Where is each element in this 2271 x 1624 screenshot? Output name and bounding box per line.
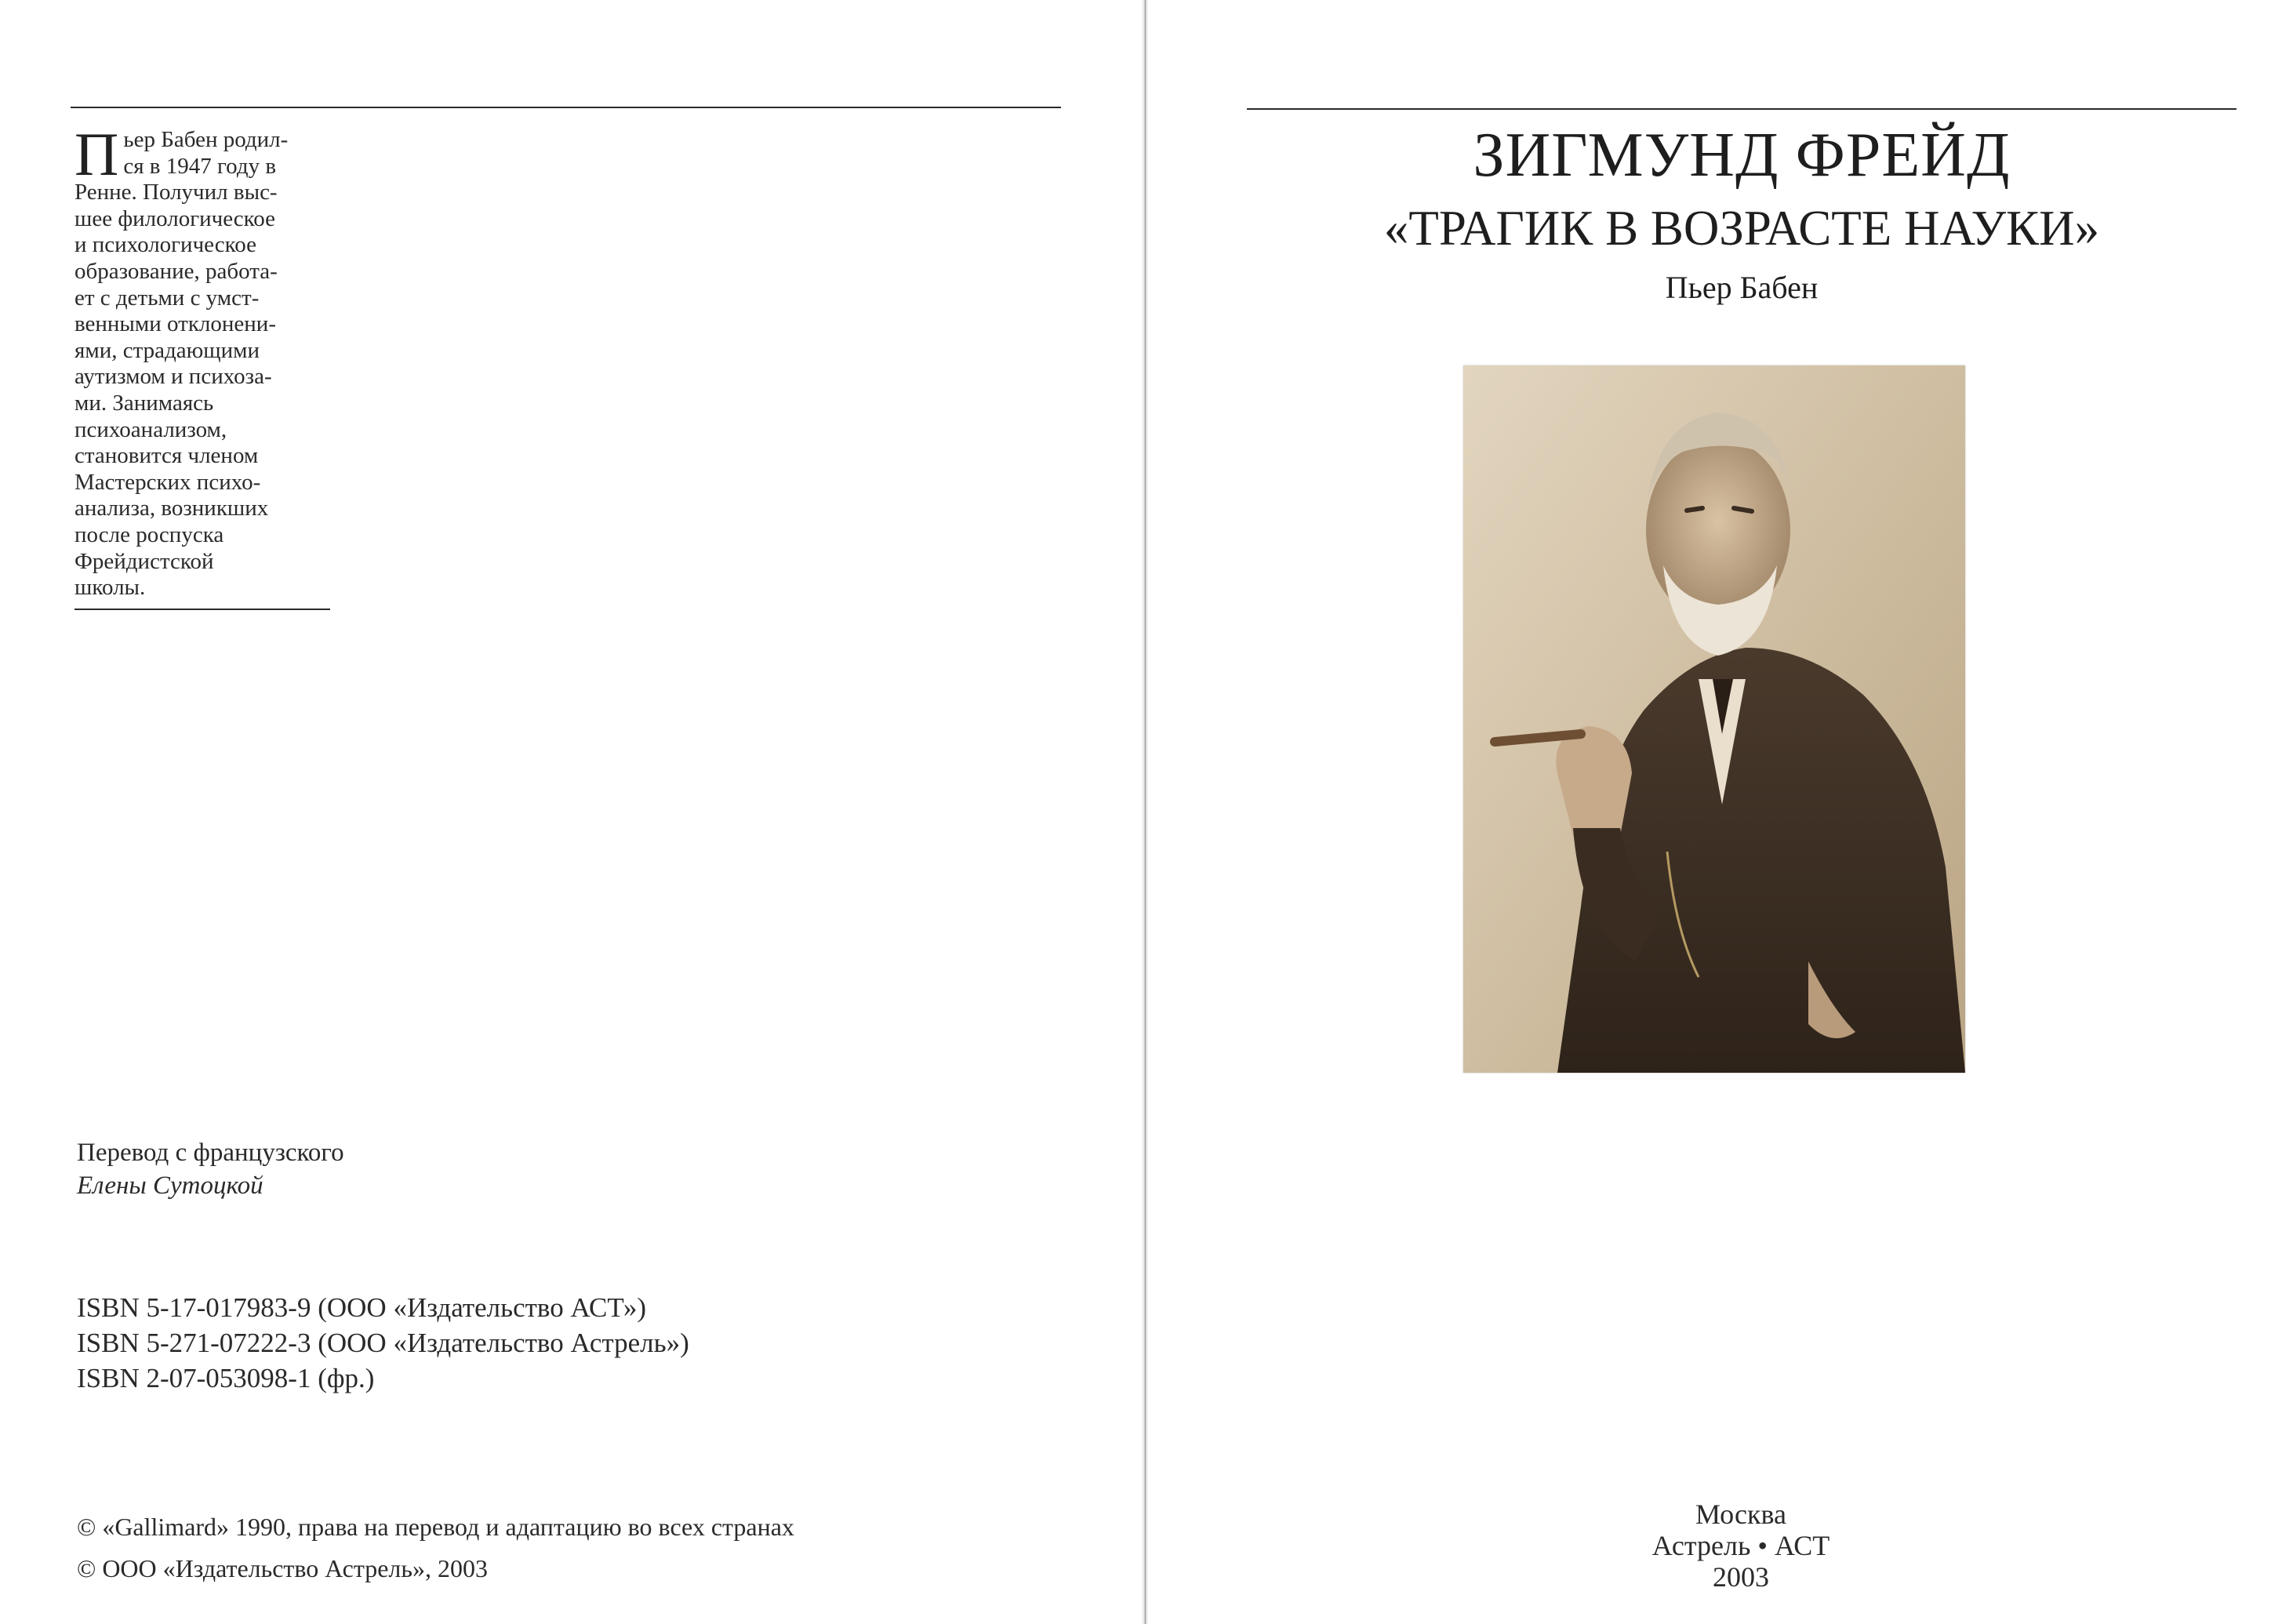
bio-bottom-rule	[74, 609, 330, 610]
portrait-illustration	[1463, 365, 1965, 1073]
publication-year: 2003	[1713, 1561, 1769, 1593]
top-rule-right	[1247, 108, 2236, 110]
translator-name: Елены Сутоцкой	[77, 1172, 263, 1200]
copyright-line: © ООО «Издательство Астрель», 2003	[77, 1554, 488, 1582]
translation-credit	[77, 1136, 344, 1202]
bio-dropcap: П	[74, 120, 119, 188]
bio-text: ьер Бабен родил- ся в 1947 году в Ренне. Получил выс- шее филологическое и психологическое образование, работа- ет с детьми с умст- венными отклонени- ями, страдающими аутизмом и психоза- ми. Занимаясь психоанализом, становится членом Мастерских психо- анализа, возникших после роспуска Фрейдистской школы.	[74, 127, 289, 601]
publisher-names: Астрель • АСТ	[1651, 1530, 1830, 1561]
copyright-notices	[77, 1506, 794, 1589]
translation-label: Перевод с французского	[77, 1139, 344, 1167]
isbn-line: ISBN 5-17-017983-9 (ООО «Издательство АСТ»)	[77, 1292, 646, 1323]
publisher-imprint	[1561, 1499, 1921, 1593]
isbn-line: ISBN 2-07-053098-1 (фр.)	[77, 1363, 375, 1393]
book-spine-gutter	[1141, 0, 1149, 1624]
top-rule-left	[71, 107, 1061, 108]
publisher-city: Москва	[1695, 1499, 1786, 1530]
sepia-portrait-photo	[1463, 365, 1965, 1073]
isbn-list	[77, 1290, 689, 1396]
book-author: Пьер Бабен	[1665, 270, 1819, 305]
copyright-line: © «Gallimard» 1990, права на перевод и адаптацию во всех странах	[77, 1513, 794, 1541]
book-title: ЗИГМУНД ФРЕЙД	[1473, 121, 2011, 190]
author-bio	[74, 120, 329, 601]
isbn-line: ISBN 5-271-07222-3 (ООО «Издательство Астрель»)	[77, 1328, 689, 1358]
book-subtitle: «ТРАГИК В ВОЗРАСТЕ НАУКИ»	[1383, 201, 2100, 256]
